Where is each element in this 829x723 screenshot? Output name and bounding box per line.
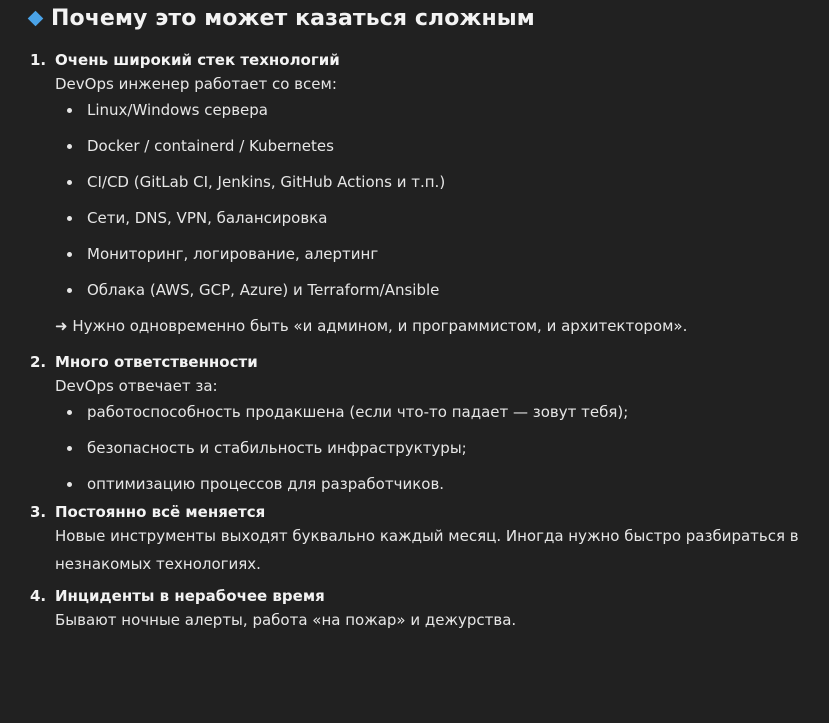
bullet-text: Linux/Windows сервера: [87, 101, 268, 119]
bullet-list: [55, 402, 809, 494]
bullet-text: Облака (AWS, GCP, Azure) и Terraform/Ansible: [87, 281, 440, 299]
item-title: Много ответственности: [55, 353, 258, 371]
item-title: Постоянно всё меняется: [55, 503, 266, 521]
item-number: 2.: [30, 353, 47, 371]
bullet-text: Мониторинг, логирование, алертинг: [87, 245, 379, 263]
section-heading-text: Почему это может казаться сложным: [51, 5, 535, 31]
bullet-dot-icon: [67, 108, 72, 113]
bullet-dot-icon: [67, 410, 72, 415]
bullet-text: безопасность и стабильность инфраструктуры;: [87, 439, 467, 457]
item-number: 4.: [30, 587, 47, 605]
bullet-text: Сети, DNS, VPN, балансировка: [87, 209, 328, 227]
item-number: 1.: [30, 51, 47, 69]
item-title: Очень широкий стек технологий: [55, 51, 340, 69]
bullet-item: [55, 244, 809, 264]
bullet-item: [55, 402, 809, 422]
bullet-dot-icon: [67, 180, 72, 185]
arrow-note: ➜ Нужно одновременно быть «и админом, и программистом, и архитектором».: [55, 317, 688, 335]
list-item-4: [28, 586, 809, 634]
numbered-list: [28, 50, 809, 634]
bullet-dot-icon: [67, 446, 72, 451]
bullet-item: [55, 438, 809, 458]
bullet-item: [55, 136, 809, 156]
bullet-dot-icon: [67, 288, 72, 293]
item-text: DevOps инженер работает со всем:: [55, 75, 337, 93]
bullet-list: [55, 100, 809, 300]
blue-diamond-icon: [28, 10, 44, 26]
list-item-3: [28, 502, 809, 578]
section-heading: [28, 0, 809, 32]
bullet-text: оптимизацию процессов для разработчиков.: [87, 475, 445, 493]
bullet-dot-icon: [67, 252, 72, 257]
bullet-dot-icon: [67, 216, 72, 221]
item-text: DevOps отвечает за:: [55, 377, 218, 395]
bullet-item: [55, 208, 809, 228]
bullet-text: работоспособность продакшена (если что-то падает — зовут тебя);: [87, 403, 629, 421]
bullet-text: Docker / containerd / Kubernetes: [87, 137, 334, 155]
list-item-2: [28, 352, 809, 494]
item-title: Инциденты в нерабочее время: [55, 587, 325, 605]
bullet-item: [55, 172, 809, 192]
list-item-1: [28, 50, 809, 336]
bullet-text: CI/CD (GitLab CI, Jenkins, GitHub Actions и т.п.): [87, 173, 446, 191]
item-text: Бывают ночные алерты, работа «на пожар» и дежурства.: [55, 611, 517, 629]
bullet-item: [55, 280, 809, 300]
bullet-item: [55, 100, 809, 120]
bullet-dot-icon: [67, 144, 72, 149]
item-text: Новые инструменты выходят буквально каждый месяц. Иногда нужно быстро разбираться в незнакомых технологиях.: [55, 527, 799, 573]
item-number: 3.: [30, 503, 47, 521]
bullet-item: [55, 474, 809, 494]
bullet-dot-icon: [67, 482, 72, 487]
